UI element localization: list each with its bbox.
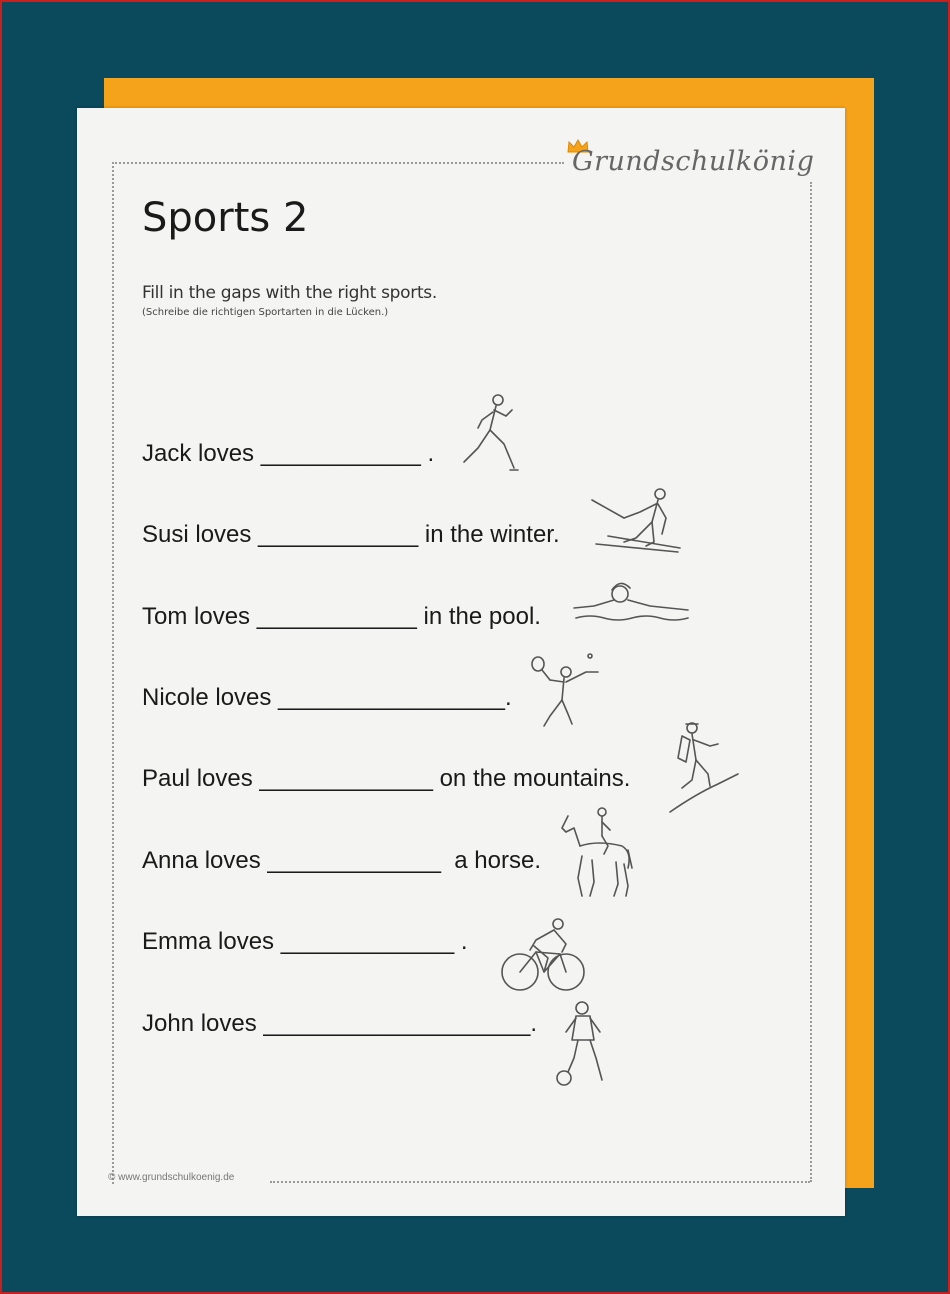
worksheet-page [77, 108, 845, 1216]
sentence-anna: Anna loves _____________ a horse. [142, 847, 541, 874]
sentence-jack: Jack loves ____________ . [142, 440, 435, 467]
swimmer-icon [570, 576, 692, 628]
dotted-frame-top [112, 162, 564, 164]
football-player-icon [554, 1000, 616, 1088]
sentence-tom: Tom loves ____________ in the pool. [142, 603, 541, 630]
instruction-german: (Schreibe die richtigen Sportarten in die Lücken.) [142, 307, 389, 318]
dotted-frame-bottom [270, 1181, 810, 1183]
page-title: Sports 2 [142, 195, 309, 241]
sentence-john: John loves ____________________. [142, 1010, 538, 1037]
sentence-susi: Susi loves ____________ in the winter. [142, 521, 560, 548]
sentence-nicole: Nicole loves _________________. [142, 684, 512, 711]
instruction-english: Fill in the gaps with the right sports. [142, 283, 437, 303]
horse-rider-icon [558, 806, 634, 902]
brand-logo-text: Grundschulkönig [572, 146, 815, 177]
dotted-frame-left [112, 162, 114, 1184]
tennis-player-icon [528, 650, 602, 730]
runner-icon [458, 392, 522, 474]
dotted-frame-right [810, 182, 812, 1182]
skier-icon [588, 486, 684, 558]
sentence-emma: Emma loves _____________ . [142, 928, 468, 955]
hiker-icon [666, 720, 742, 816]
sentence-paul: Paul loves _____________ on the mountains. [142, 765, 631, 792]
cyclist-icon [500, 916, 586, 992]
footer-copyright: © www.grundschulkoenig.de [108, 1172, 235, 1183]
